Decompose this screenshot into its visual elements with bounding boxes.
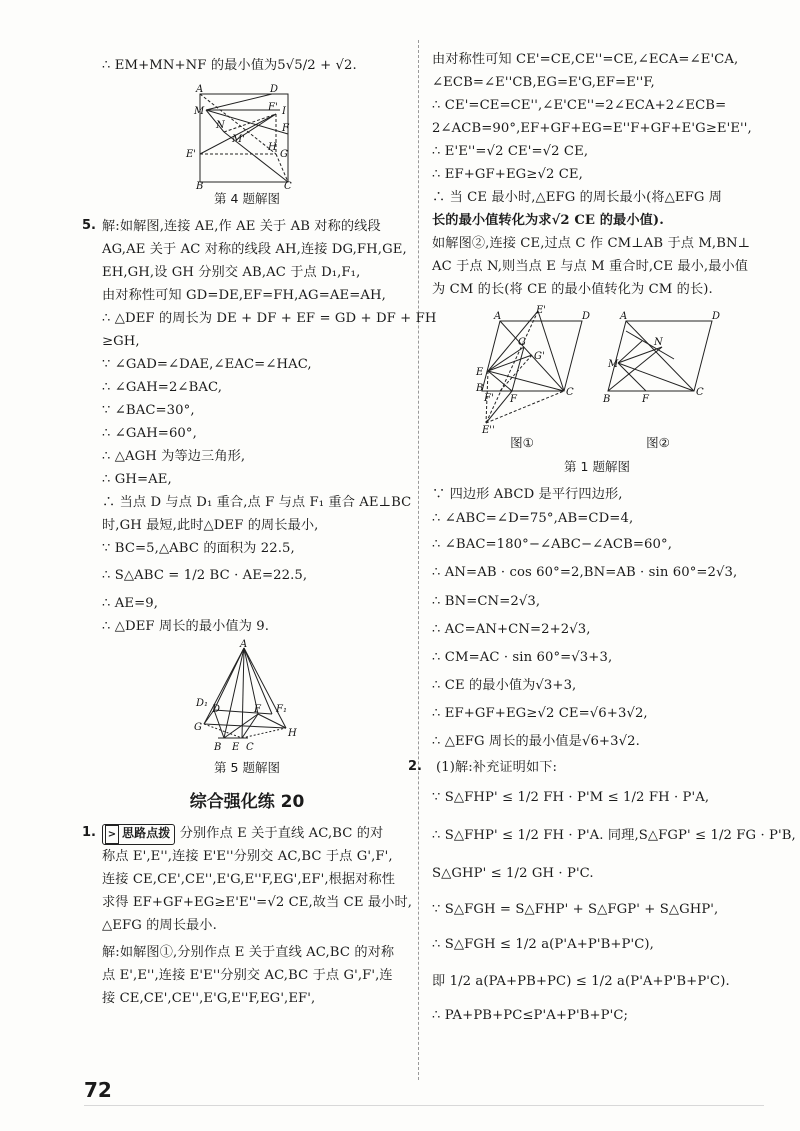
fig4-label-h: H [268,142,277,153]
fig1a-label-a: A [494,311,502,322]
q5-line: ∴ ∠GAH=60°, [102,426,197,441]
question-1 [82,822,413,1010]
figure-1b [604,305,724,405]
solution-line: 点 E',E'',连接 E'E''分别交 AC,BC 于点 G',F',连 [102,968,393,983]
page-number: 72 [84,1078,112,1102]
fig4-label-ep: E' [186,149,197,160]
question-1-number: 1. [82,825,96,840]
q5-line: ∴ △DEF 的周长为 DE + DF + EF = GD + DF + FH [102,311,437,326]
fig4-label-i: I [282,106,286,117]
fig4-label-g: G [280,149,288,160]
r-mid-line: ∴ BN=CN=2√3, [432,594,541,609]
figure-5 [182,640,312,758]
q2-line: S△GHP' ≤ 1/2 GH · P'C. [432,866,594,881]
q5-line: ∴ ∠GAH=2∠BAC, [102,380,223,395]
hint-line: 求得 EF+GF+EG≥E'E''=√2 CE,故当 CE 最小时, [102,895,413,910]
q2-line: ∴ S△FGH ≤ 1/2 a(P'A+P'B+P'C), [432,937,654,952]
hint-line: 称点 E',E'',连接 E'E''分别交 AC,BC 于点 G',F', [102,849,393,864]
footer-rule [84,1105,764,1106]
solution-line: 解:如解图①,分别作点 E 关于直线 AC,BC 的对称 [102,945,395,960]
section-title: 综合强化练 20 [189,792,305,812]
r-line: ∴ EF+GF+EG≥√2 CE, [432,167,583,182]
question-5-number: 5. [82,218,96,233]
fig5-label-d: D [212,704,221,715]
q5-line: 解:如解图,连接 AE,作 AE 关于 AB 对称的线段 [102,219,381,234]
fig5-label-d1: D₁ [196,698,209,709]
q5-line: EH,GH,设 GH 分别交 AB,AC 于点 D₁,F₁, [102,265,361,280]
r-mid-line: ∴ AN=AB · cos 60°=2,BN=AB · sin 60°=2√3, [432,565,738,580]
q2-line: ∵ S△FHP' ≤ 1/2 FH · P'M ≤ 1/2 FH · P'A, [432,790,710,805]
fig5-label-g: G [194,722,202,733]
fig4-label-b: B [196,181,204,192]
figure-1a-sub: 图① [510,435,534,450]
fig1b-label-m: M [608,359,619,370]
fig5-label-f1: F₁ [276,704,287,715]
r-mid-line: ∴ AC=AN+CN=2+2√3, [432,622,591,637]
r-line: ∴ E'E''=√2 CE'=√2 CE, [432,144,589,159]
hint-line: 分别作点 E 关于直线 AC,BC 的对 [179,826,384,841]
q5-line: 时,GH 最短,此时△DEF 的周长最小, [102,518,319,533]
fig5-label-f: F [254,704,261,715]
q5-line: ∴ S△ABC = 1/2 BC · AE=22.5, [102,568,308,583]
right-column [408,40,796,1031]
fig5-label-c: C [246,742,254,753]
r-line: 由对称性可知 CE'=CE,CE''=CE,∠ECA=∠E'CA, [432,52,739,67]
q2-line: 即 1/2 a(PA+PB+PC) ≤ 1/2 a(P'A+P'B+P'C). [432,974,730,989]
fig4-label-d: D [270,84,279,95]
q5-line: ∴ 当点 D 与点 D₁ 重合,点 F 与点 F₁ 重合 AE⊥BC [102,495,412,510]
fig1a-label-gp: G' [534,351,545,362]
r-line: ∴ CE'=CE=CE'',∠E'CE''=2∠ECA+2∠ECB= [432,98,727,113]
fig1b-label-a: A [620,311,628,322]
fig5-label-a: A [240,639,248,650]
fig1a-label-e: E [476,367,484,378]
figure-4 [172,84,322,192]
fig5-label-b: B [214,742,222,753]
q4-conclusion: ∴ EM+MN+NF 的最小值为5√5/2 + √2. [102,58,357,73]
r-line: 为 CM 的长(将 CE 的最小值转化为 CM 的长). [432,282,713,297]
fig4-label-n: N [216,120,225,131]
fig5-label-e: E [232,742,240,753]
fig1a-label-d: D [582,311,591,322]
r-mid-line: ∴ EF+GF+EG≥√2 CE=√6+3√2, [432,706,648,721]
figure-1a [470,305,600,435]
fig1a-label-c: C [566,387,574,398]
fig1a-label-fp: F' [484,393,494,404]
fig4-label-m: M [194,106,205,117]
fig1a-label-b: B [476,383,484,394]
hint-badge-label: 思路点拨 [122,826,171,840]
q2-line: ∵ S△FGH = S△FHP' + S△FGP' + S△GHP', [432,902,719,917]
q5-line: ∵ BC=5,△ABC 的面积为 22.5, [102,541,295,556]
r-mid-line: ∴ ∠ABC=∠D=75°,AB=CD=4, [432,511,634,526]
q2-line: ∴ S△FHP' ≤ 1/2 FH · P'A. 同理,S△FGP' ≤ 1/2 FG · P'B, [432,828,796,843]
fig1a-label-f: F [510,394,517,405]
solution-line: 接 CE,CE',CE'',E'G,E''F,EG',EF', [102,991,316,1006]
r-mid-line: ∴ △EFG 周长的最小值是√6+3√2. [432,734,640,749]
fig1a-label-epp: E'' [482,425,495,436]
q2-line: (1)解:补充证明如下: [436,760,558,775]
q5-line: ∴ △AGH 为等边三角形, [102,449,246,464]
fig4-label-mp: M' [232,134,245,145]
fig5-label-h: H [288,728,297,739]
left-column [82,40,437,1010]
question-2-number: 2. [408,759,422,774]
q2-line: ∴ PA+PB+PC≤P'A+P'B+P'C; [432,1008,629,1023]
q5-line: ∵ ∠GAD=∠DAE,∠EAC=∠HAC, [102,357,312,372]
q5-line: ∴ AE=9, [102,596,159,611]
r-line: 长的最小值转化为求√2 CE 的最小值). [432,213,664,228]
r-mid-line: ∴ ∠BAC=180°−∠ABC−∠ACB=60°, [432,537,673,552]
question-5 [82,215,437,638]
q5-line: ∴ △DEF 周长的最小值为 9. [102,619,270,634]
q5-line: ≥GH, [102,334,140,349]
q5-line: ∵ ∠BAC=30°, [102,403,195,418]
fig1b-label-c: C [696,387,704,398]
fig1a-label-ep: E' [536,305,547,316]
hint-badge [102,824,175,845]
r-mid-line: ∴ CE 的最小值为√3+3, [432,678,577,693]
r-mid-line: ∵ 四边形 ABCD 是平行四边形, [432,487,623,502]
figure-5-caption: 第 5 题解图 [214,760,280,775]
figure-1b-sub: 图② [646,435,670,450]
r-line: ∴ 当 CE 最小时,△EFG 的周长最小(将△EFG 周 [432,190,723,205]
r-line: AC 于点 N,则当点 E 与点 M 重合时,CE 最小,最小值 [432,259,749,274]
figure-1-group [432,305,762,455]
q5-line: AG,AE 关于 AC 对称的线段 AH,连接 DG,FH,GE, [102,242,407,257]
fig1b-label-d: D [712,311,721,322]
question-2 [408,756,796,1031]
fig4-label-f: F [282,123,289,134]
r-line: 如解图②,连接 CE,过点 C 作 CM⊥AB 于点 M,BN⊥ [432,236,751,251]
fig1b-label-b: B [603,394,611,405]
hint-line: 连接 CE,CE',CE'',E'G,E''F,EG',EF',根据对称性 [102,872,396,887]
hint-line: △EFG 的周长最小. [102,918,217,933]
fig1b-label-n: N [654,337,663,348]
fig1a-label-g: G [518,337,526,348]
r-line: 2∠ACB=90°,EF+GF+EG=E''F+GF+E'G≥E'E'', [432,121,752,136]
fig4-label-fp: F' [268,102,278,113]
figure-4-caption: 第 4 题解图 [214,191,280,206]
fig4-label-a: A [196,84,204,95]
r-mid-line: ∴ CM=AC · sin 60°=√3+3, [432,650,613,665]
fig4-label-c: C [284,181,292,192]
q5-line: 由对称性可知 GD=DE,EF=FH,AG=AE=AH, [102,288,386,303]
q5-line: ∴ GH=AE, [102,472,172,487]
hint-first-line [84,822,410,845]
r-line: ∠ECB=∠E''CB,EG=E'G,EF=E''F, [432,75,655,90]
chevron-right-icon: > [105,825,119,844]
figure-1-caption: 第 1 题解图 [564,459,630,474]
fig1b-label-f: F [642,394,649,405]
